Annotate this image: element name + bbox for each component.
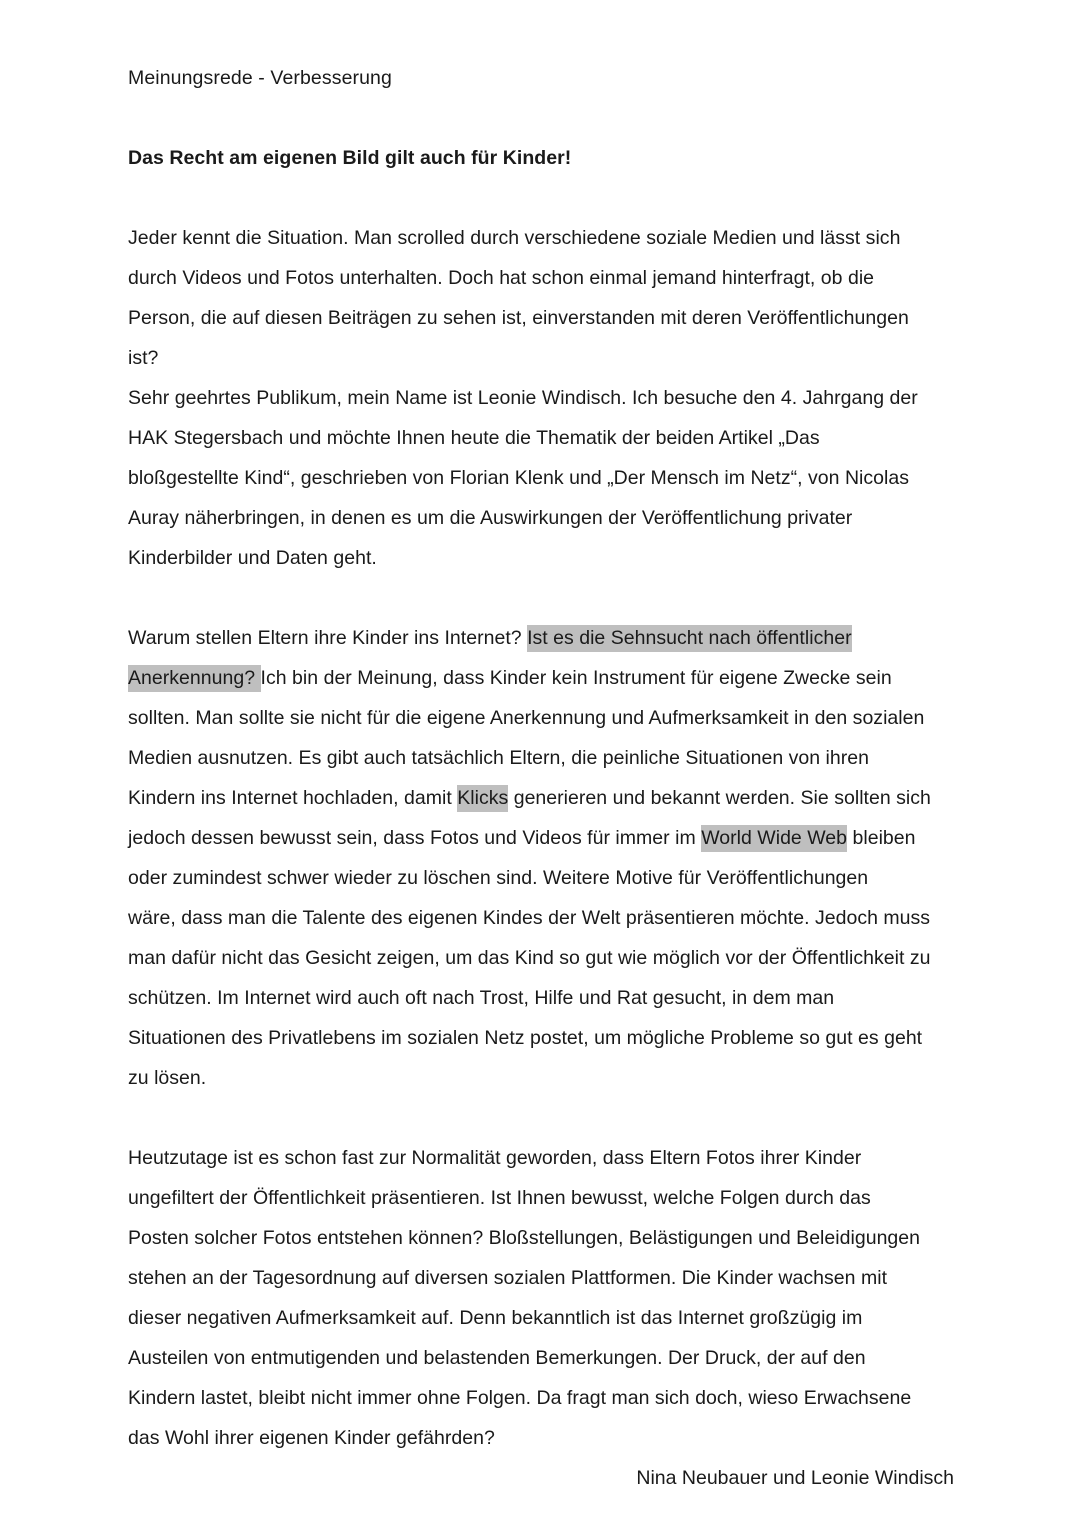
text-line: sollten. Man sollte sie nicht für die eigene Anerkennung und Aufmerksamkeit in den sozialen bbox=[128, 707, 925, 729]
document-header: Meinungsrede - Verbesserung bbox=[128, 67, 392, 89]
text-line: HAK Stegersbach und möchte Ihnen heute die Thematik der beiden Artikel „Das bbox=[128, 427, 820, 449]
text-line: ungefiltert der Öffentlichkeit präsentieren. Ist Ihnen bewusst, welche Folgen durch das bbox=[128, 1187, 871, 1209]
spacer-after-title bbox=[128, 178, 954, 218]
text-line: Kinderbilder und Daten geht. bbox=[128, 547, 377, 569]
text-line: Kindern lastet, bleibt nicht immer ohne Folgen. Da fragt man sich doch, wieso Erwachsene bbox=[128, 1387, 912, 1409]
spacer-after-intro bbox=[128, 578, 954, 618]
highlighted-text: Klicks bbox=[457, 785, 508, 812]
text-line-with-highlight bbox=[128, 778, 954, 818]
document-body bbox=[128, 58, 954, 1498]
text-line: Austeilen von entmutigenden und belastenden Bemerkungen. Der Druck, der auf den bbox=[128, 1347, 866, 1369]
text-segment: generieren und bekannt werden. Sie sollten sich bbox=[508, 787, 931, 809]
highlighted-text: Ist es die Sehnsucht nach öffentlicher bbox=[527, 625, 852, 652]
text-line: zu lösen. bbox=[128, 1067, 207, 1089]
text-line: Heutzutage ist es schon fast zur Normalität geworden, dass Eltern Fotos ihrer Kinder bbox=[128, 1147, 862, 1169]
text-line: dieser negativen Aufmerksamkeit auf. Denn bekanntlich ist das Internet großzügig im bbox=[128, 1307, 863, 1329]
text-line: ist? bbox=[128, 347, 159, 369]
paragraph-conclusion bbox=[128, 1138, 954, 1458]
text-line: durch Videos und Fotos unterhalten. Doch hat schon einmal jemand hinterfragt, ob die bbox=[128, 267, 875, 289]
text-line: oder zumindest schwer wieder zu löschen sind. Weitere Motive für Veröffentlichungen bbox=[128, 867, 869, 889]
text-line: Medien ausnutzen. Es gibt auch tatsächlich Eltern, die peinliche Situationen von ihren bbox=[128, 747, 870, 769]
text-segment: Ich bin der Meinung, dass Kinder kein Instrument für eigene Zwecke sein bbox=[260, 667, 892, 689]
text-line: Sehr geehrtes Publikum, mein Name ist Leonie Windisch. Ich besuche den 4. Jahrgang der bbox=[128, 387, 918, 409]
text-segment: Kindern ins Internet hochladen, damit bbox=[128, 787, 458, 809]
page-title: Das Recht am eigenen Bild gilt auch für Kinder! bbox=[128, 147, 572, 169]
text-line-with-highlight bbox=[128, 618, 954, 658]
text-line: wäre, dass man die Talente des eigenen Kindes der Welt präsentieren möchte. Jedoch muss bbox=[128, 907, 931, 929]
spacer-after-body-main bbox=[128, 1098, 954, 1138]
text-line-with-highlight bbox=[128, 818, 954, 858]
text-line: Person, die auf diesen Beiträgen zu sehen ist, einverstanden mit deren Veröffentlichungen bbox=[128, 307, 909, 329]
text-segment: Warum stellen Eltern ihre Kinder ins Internet? bbox=[128, 627, 528, 649]
text-line: Posten solcher Fotos entstehen können? Bloßstellungen, Belästigungen und Beleidigungen bbox=[128, 1227, 921, 1249]
text-line-with-highlight bbox=[128, 658, 954, 698]
text-line: Jeder kennt die Situation. Man scrolled durch verschiedene soziale Medien und lässt sich bbox=[128, 227, 901, 249]
signature-line: Nina Neubauer und Leonie Windisch bbox=[636, 1467, 954, 1489]
text-line: Auray näherbringen, in denen es um die Auswirkungen der Veröffentlichung privater bbox=[128, 507, 853, 529]
highlighted-text: Anerkennung? bbox=[128, 665, 261, 692]
text-line: das Wohl ihrer eigenen Kinder gefährden? bbox=[128, 1427, 495, 1449]
text-line: schützen. Im Internet wird auch oft nach Trost, Hilfe und Rat gesucht, in dem man bbox=[128, 987, 835, 1009]
text-segment: bleiben bbox=[847, 827, 916, 849]
text-line: bloßgestellte Kind“, geschrieben von Florian Klenk und „Der Mensch im Netz“, von Nicolas bbox=[128, 467, 910, 489]
text-line: Situationen des Privatlebens im sozialen Netz postet, um mögliche Probleme so gut es geht bbox=[128, 1027, 923, 1049]
text-line: stehen an der Tagesordnung auf diversen sozialen Plattformen. Die Kinder wachsen mit bbox=[128, 1267, 888, 1289]
text-segment: jedoch dessen bewusst sein, dass Fotos und Videos für immer im bbox=[128, 827, 702, 849]
spacer-after-header bbox=[128, 98, 954, 138]
highlighted-text: World Wide Web bbox=[701, 825, 847, 852]
text-line: man dafür nicht das Gesicht zeigen, um das Kind so gut wie möglich vor der Öffentlichkeit zu bbox=[128, 947, 931, 969]
paragraph-body-main bbox=[128, 618, 954, 1098]
paragraph-intro bbox=[128, 218, 954, 578]
